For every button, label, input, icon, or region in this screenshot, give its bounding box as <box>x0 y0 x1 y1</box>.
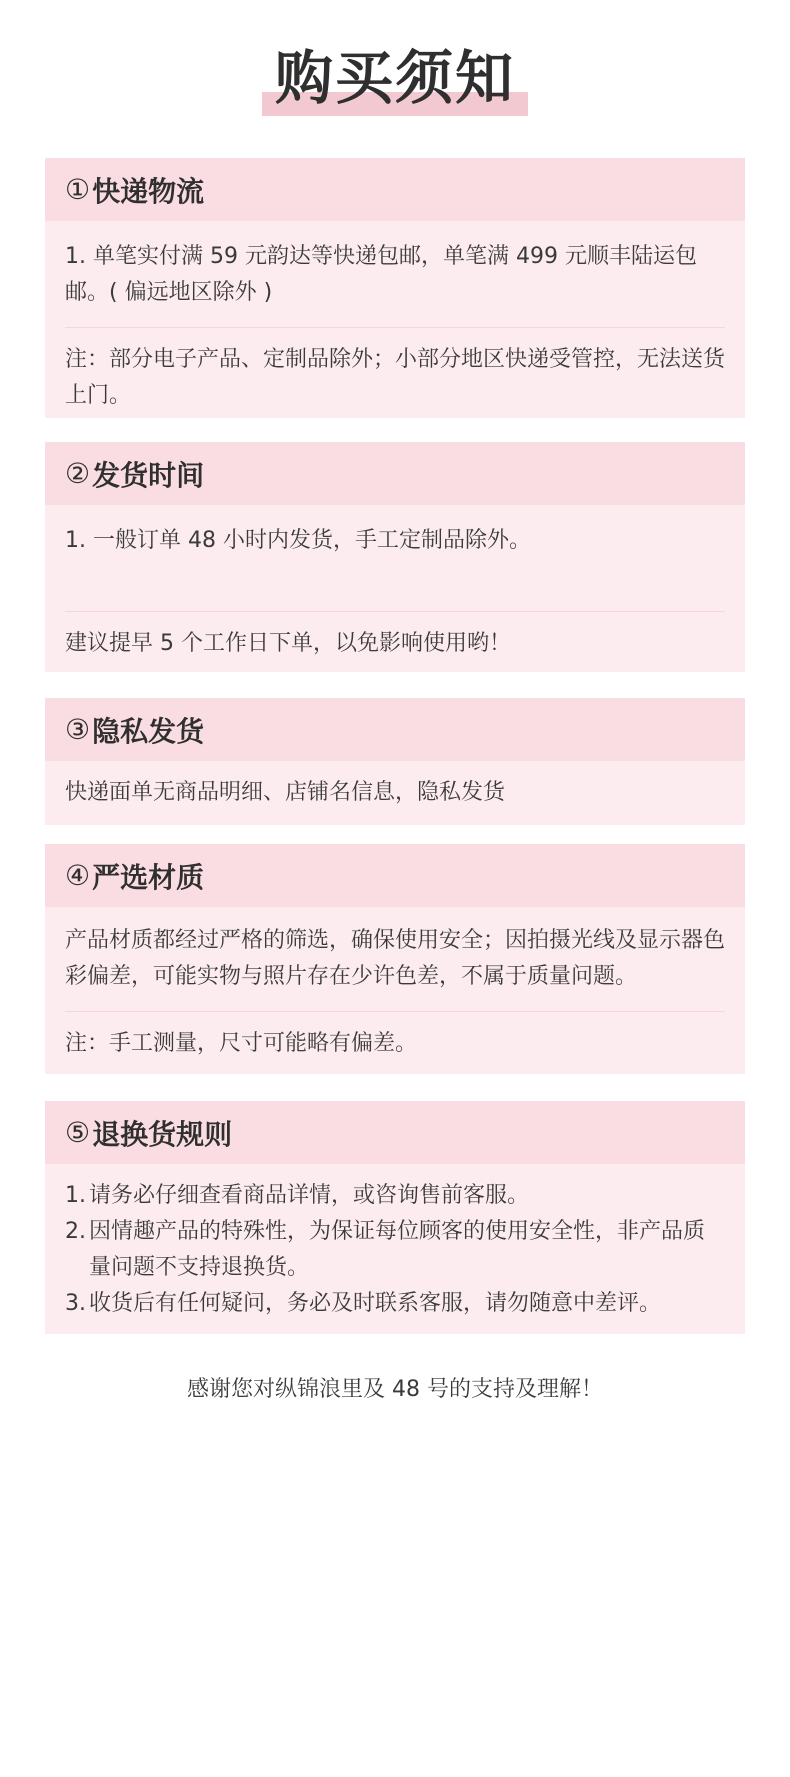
divider <box>65 1011 725 1012</box>
section-number: ⑤ <box>65 1116 91 1149</box>
list-text: 收货后有任何疑问，务必及时联系客服，请勿随意中差评。 <box>89 1291 662 1316</box>
list-index: 1. <box>65 1183 86 1208</box>
divider <box>65 327 725 328</box>
page-title: 购买须知 <box>274 44 515 112</box>
divider <box>65 611 725 612</box>
list-index: 2. <box>65 1219 86 1244</box>
material-text: 产品材质都经过严格的筛选，确保使用安全；因拍摄光线及显示器色彩偏差，可能实物与照片存在少许色差，不属于质量问题。 <box>65 928 726 989</box>
section-heading: 发货时间 <box>92 458 205 492</box>
list-index: 3. <box>65 1291 86 1316</box>
section-number: ① <box>65 173 91 206</box>
privacy-text: 快递面单无商品明细、店铺名信息，隐私发货 <box>65 780 506 805</box>
section-number: ③ <box>65 713 91 746</box>
section-heading: 隐私发货 <box>92 714 205 748</box>
section-material <box>45 844 745 1074</box>
title-block <box>0 40 790 120</box>
section-privacy <box>45 698 745 825</box>
section-heading: 退换货规则 <box>92 1117 233 1151</box>
delivery-advice: 建议提早 5 个工作日下单，以免影响使用哟！ <box>65 631 511 656</box>
shipping-note: 注：部分电子产品、定制品除外；小部分地区快递受管控，无法送货上门。 <box>65 347 726 408</box>
section-header <box>45 844 745 907</box>
shipping-free-rule: 1. 单笔实付满 59 元韵达等快递包邮，单笔满 499 元顺丰陆运包邮。( 偏远地区除外 ) <box>65 244 697 305</box>
section-header <box>45 158 745 221</box>
material-note: 注：手工测量，尺寸可能略有偏差。 <box>65 1031 418 1056</box>
section-shipping <box>45 158 745 418</box>
section-number: ④ <box>65 859 91 892</box>
delivery-rule: 1. 一般订单 48 小时内发货，手工定制品除外。 <box>65 528 531 553</box>
section-heading: 严选材质 <box>92 860 205 894</box>
section-header <box>45 698 745 761</box>
section-header <box>45 1101 745 1164</box>
list-text: 请务必仔细查看商品详情，或咨询售前客服。 <box>89 1183 530 1208</box>
section-delivery-time <box>45 442 745 672</box>
list-item <box>65 1214 725 1286</box>
section-heading: 快递物流 <box>92 174 205 208</box>
section-return-rules <box>45 1101 745 1334</box>
list-item <box>65 1178 725 1214</box>
list-item <box>65 1286 725 1322</box>
thank-you-text: 感谢您对纵锦浪里及 48 号的支持及理解！ <box>187 1377 603 1402</box>
section-number: ② <box>65 457 91 490</box>
list-text: 因情趣产品的特殊性，为保证每位顾客的使用安全性，非产品质量问题不支持退换货。 <box>89 1219 706 1280</box>
section-header <box>45 442 745 505</box>
